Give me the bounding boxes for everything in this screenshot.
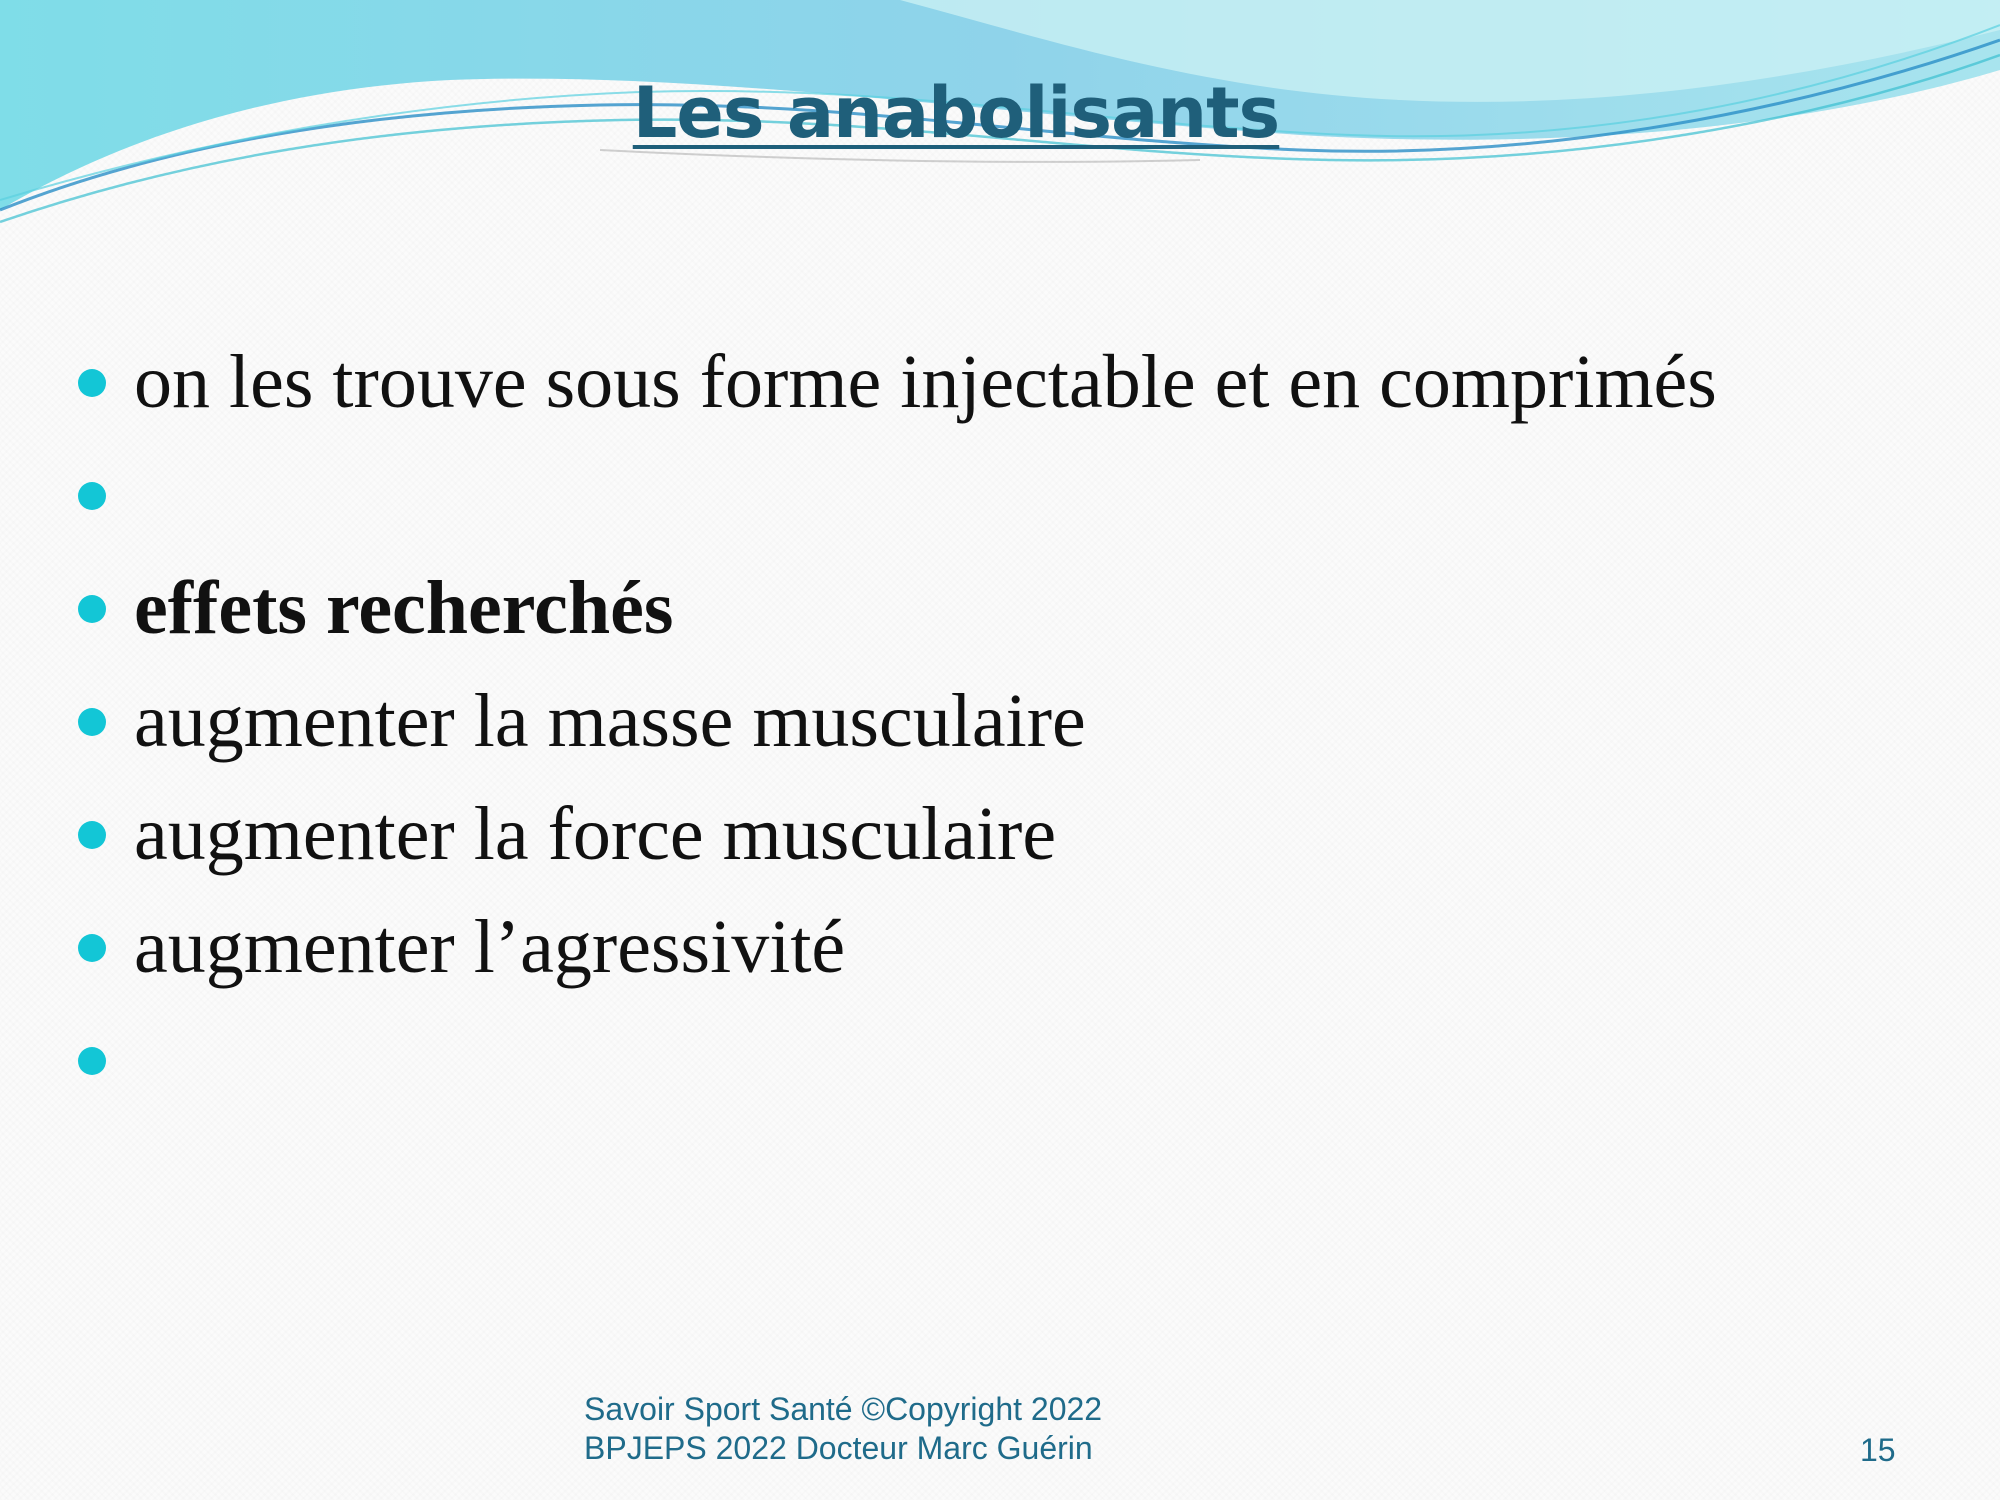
footer-line-2: BPJEPS 2022 Docteur Marc Guérin xyxy=(584,1430,1093,1466)
bullet-item xyxy=(78,552,1958,665)
bullet-item xyxy=(78,778,1958,891)
bullet-item xyxy=(78,665,1958,778)
bullet-text: augmenter la masse musculaire xyxy=(134,679,1086,763)
bullet-text: augmenter la force musculaire xyxy=(134,792,1057,876)
bullet-dot-icon xyxy=(78,708,106,736)
bullet-item xyxy=(78,891,1958,1004)
bullet-text: augmenter l’agressivité xyxy=(134,905,846,989)
bullet-item xyxy=(78,1004,1958,1117)
bullet-dot-icon xyxy=(78,595,106,623)
bullet-text-heading: effets recherchés xyxy=(134,566,674,650)
bullet-dot-icon xyxy=(78,1047,106,1075)
slide-title: Les anabolisants xyxy=(632,72,1280,154)
bullet-dot-icon xyxy=(78,482,106,510)
bullet-dot-icon xyxy=(78,934,106,962)
bullet-dot-icon xyxy=(78,821,106,849)
bullet-item xyxy=(78,326,1958,439)
bullet-list xyxy=(78,326,1958,1117)
footer-line-1: Savoir Sport Santé ©Copyright 2022 xyxy=(584,1391,1103,1427)
footer-copyright xyxy=(584,1390,1102,1468)
bullet-item xyxy=(78,439,1958,552)
page-number: 15 xyxy=(1860,1432,1896,1468)
bullet-text: on les trouve sous forme injectable et en comprimés xyxy=(134,340,1717,424)
bullet-dot-icon xyxy=(78,369,106,397)
